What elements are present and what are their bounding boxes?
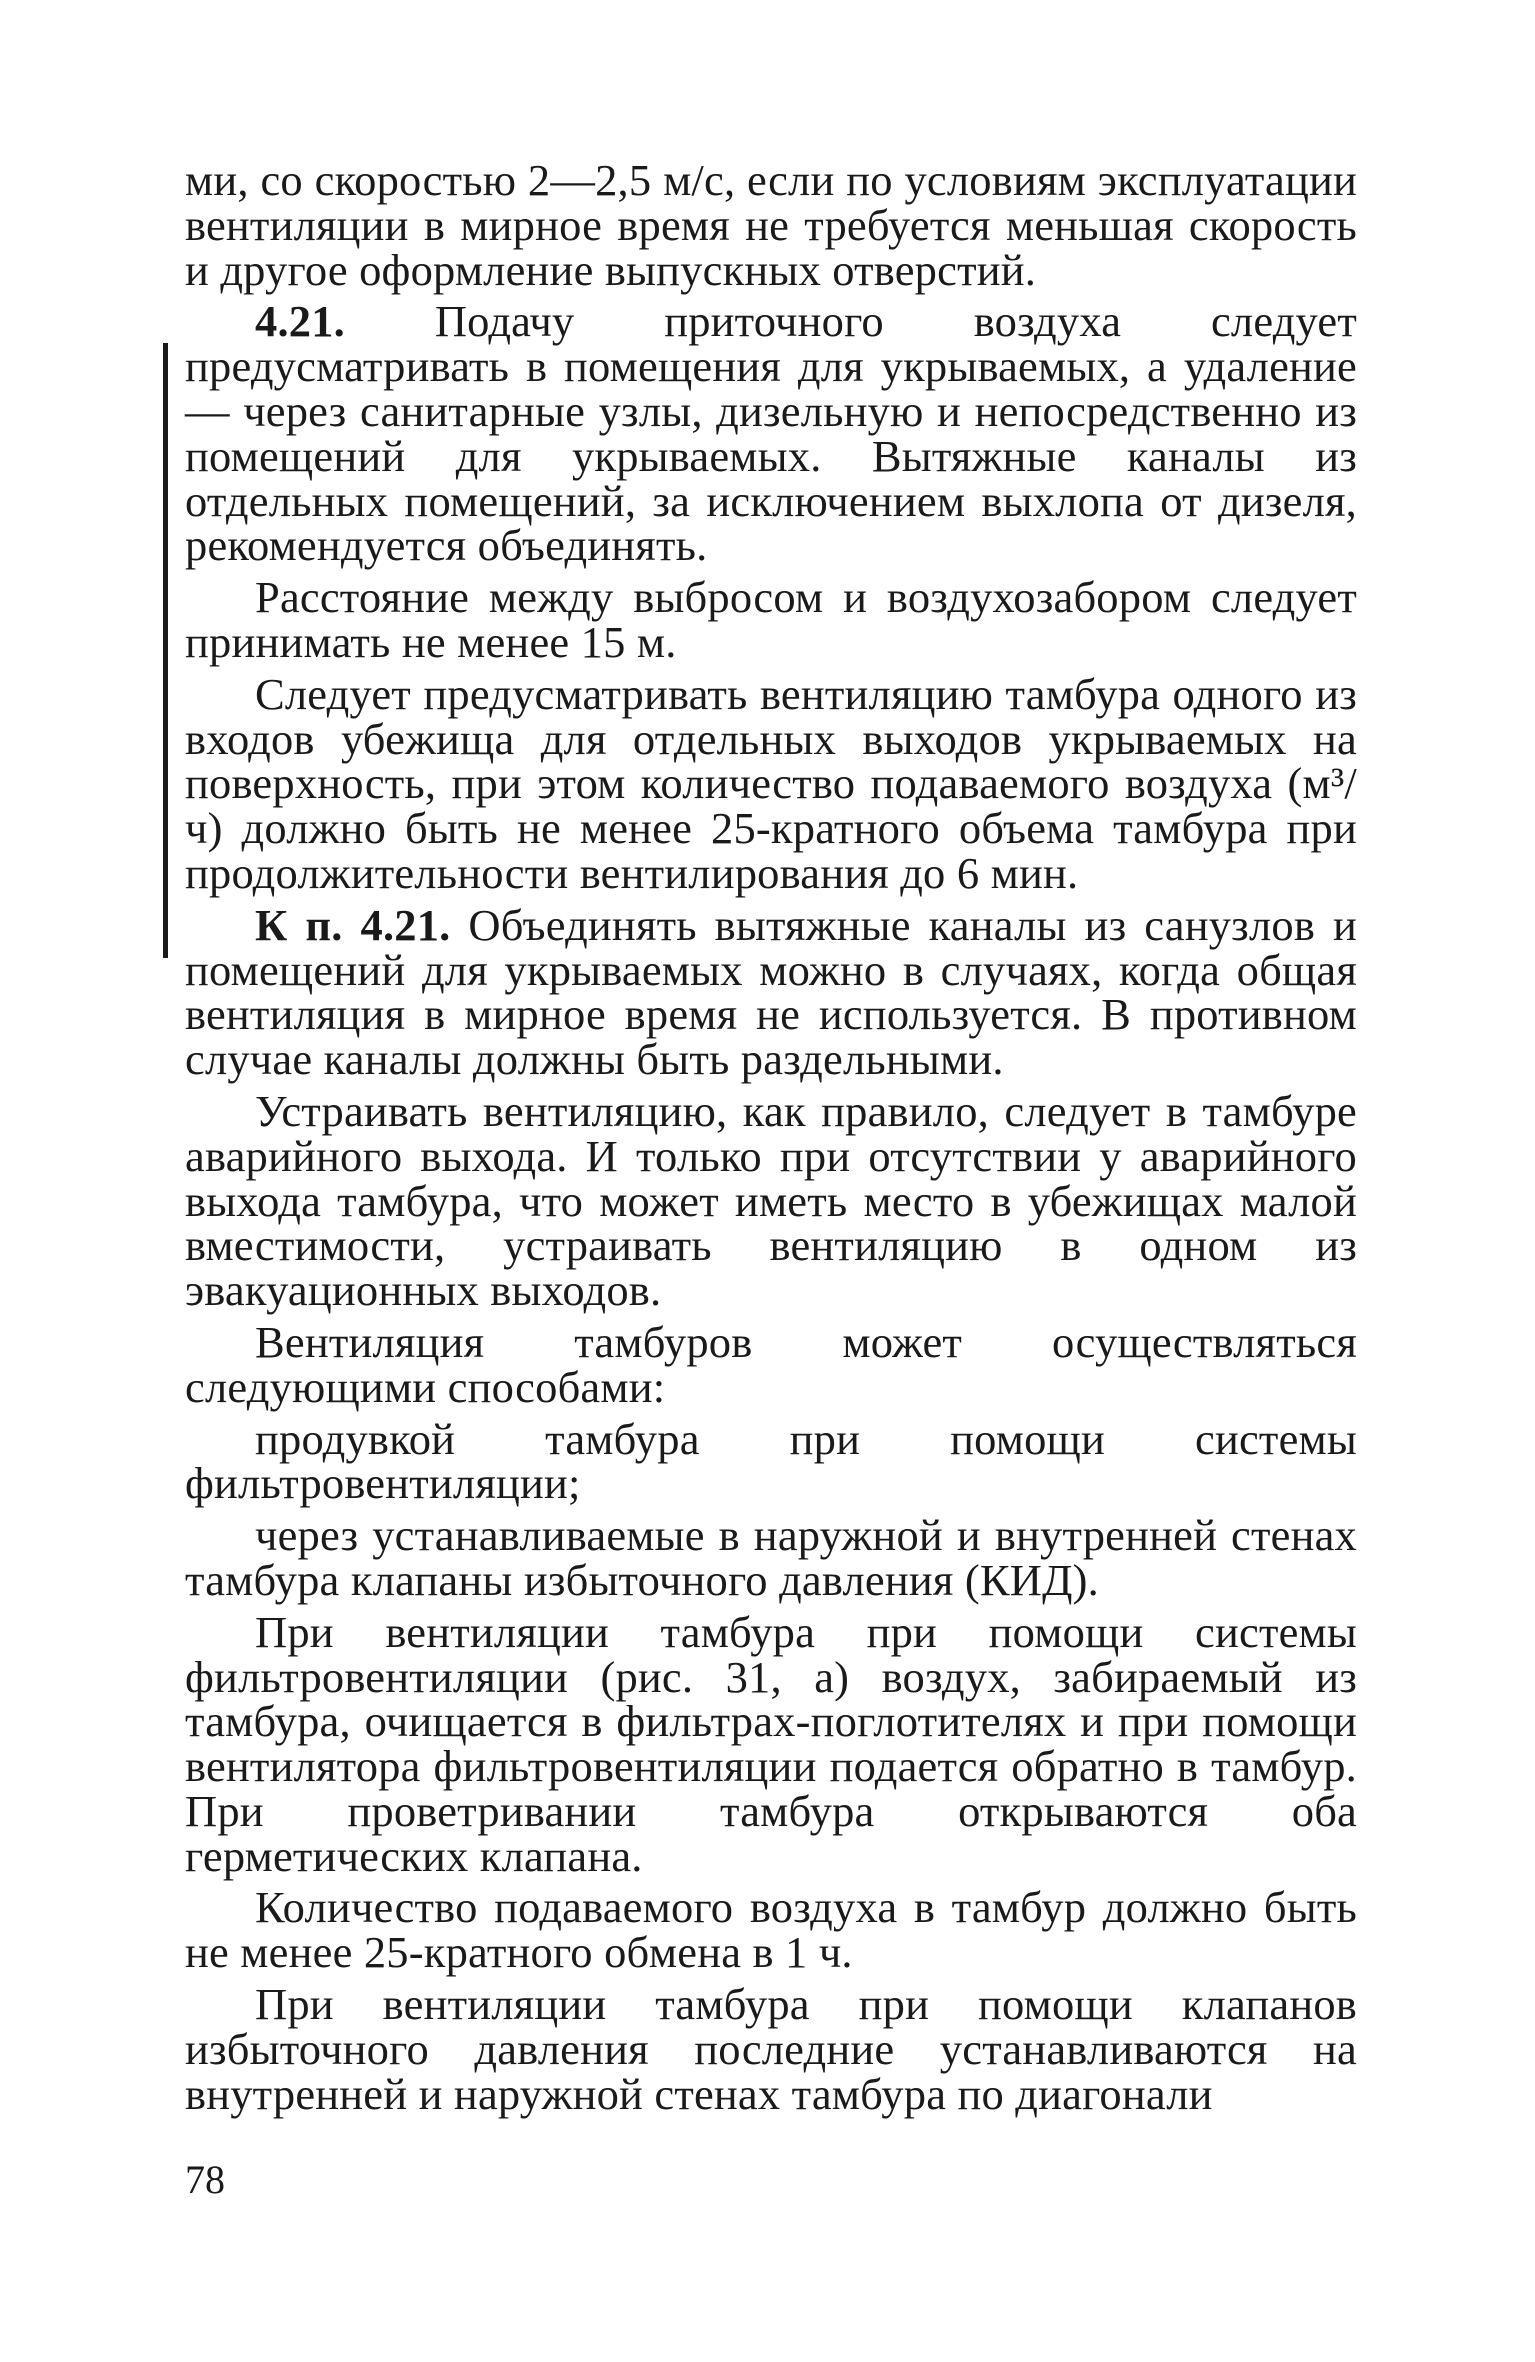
paragraph-text: продувкой тамбура при помощи системы фильтровентиляции;: [185, 1413, 1357, 1509]
page-number: 78: [185, 2157, 225, 2202]
clause-number: 4.21.: [255, 296, 345, 347]
paragraph-text: Подачу приточного воздуха следует предусматривать в помещения для укрываемых, а удаление — через санитарные узлы, дизельную и непосредственно из помещений для укрываемых. Вытяжные каналы из отдельных помещений, за исключением выхлопа от дизеля, рекомендуется объединять.: [185, 296, 1357, 571]
paragraph-text: через устанавливаемые в наружной и внутренней стенах тамбура клапаны избыточного давления (КИД).: [185, 1510, 1357, 1605]
paragraph-vestibule-ventilation: [185, 668, 1357, 898]
paragraph-text: ми, со скоростью 2—2,5 м/с, если по условиям эксплуатации вентиляции в мирное время не требуется меньшая скорость и другое оформление выпускных отверстий.: [185, 155, 1357, 295]
commentary-number: К п. 4.21.: [255, 899, 451, 950]
paragraph-text: При вентиляции тамбура при помощи системы фильтровентиляции (рис. 31, а) воздух, забираемый из тамбура, очищается в фильтрах-поглотителях и при помощи вентилятора фильтровентиляции подается обратно в тамбур. При проветривании тамбура открываются оба герметических клапана.: [185, 1606, 1357, 1881]
paragraph-emergency-exit: [185, 1085, 1357, 1316]
paragraph-air-quantity: [185, 1882, 1357, 1978]
paragraph-continuation: [185, 155, 1357, 295]
paragraph-text: Устраивать вентиляцию, как правило, следует в тамбуре аварийного выхода. И только при отсутствии у аварийного выхода тамбура, что может иметь место в убежищах малой вместимости, устраивать вентиляцию в одном из эвакуационных выходов.: [185, 1085, 1357, 1316]
paragraph-text: Расстояние между выбросом и воздухозабором следует принимать не менее 15 м.: [185, 572, 1357, 667]
paragraph-text: При вентиляции тамбура при помощи клапанов избыточного давления последние устанавливаются на внутренней и наружной стенах тамбура по диагонали: [185, 1979, 1357, 2119]
paragraph-commentary-4-21: [185, 899, 1357, 1085]
paragraph-clause-4-21: [185, 296, 1357, 571]
paragraph-methods: [185, 1316, 1357, 1412]
paragraph-text: Вентиляция тамбуров может осуществляться следующими способами:: [185, 1316, 1357, 1412]
list-item-method-2: [185, 1510, 1357, 1605]
paragraph-text: Следует предусматривать вентиляцию тамбура одного из входов убежища для отдельных выходов укрываемых на поверхность, при этом количество подаваемого воздуха (м³/ч) должно быть не менее 25-кратного объема тамбура при продолжительности вентилирования до 6 мин.: [185, 668, 1357, 898]
list-item-method-1: [185, 1413, 1357, 1509]
margin-change-bar: [163, 343, 168, 958]
paragraph-filter-ventilation: [185, 1606, 1357, 1881]
paragraph-text: Объединять вытяжные каналы из санузлов и помещений для укрываемых можно в случаях, когда общая вентиляция в мирное время не используется. В противном случае каналы должны быть раздельными.: [185, 899, 1357, 1085]
paragraph-text: Количество подаваемого воздуха в тамбур должно быть не менее 25-кратного обмена в 1 ч.: [185, 1882, 1357, 1978]
paragraph-valves: [185, 1979, 1357, 2119]
paragraph-distance: [185, 572, 1357, 667]
page-body: [185, 155, 1357, 2119]
